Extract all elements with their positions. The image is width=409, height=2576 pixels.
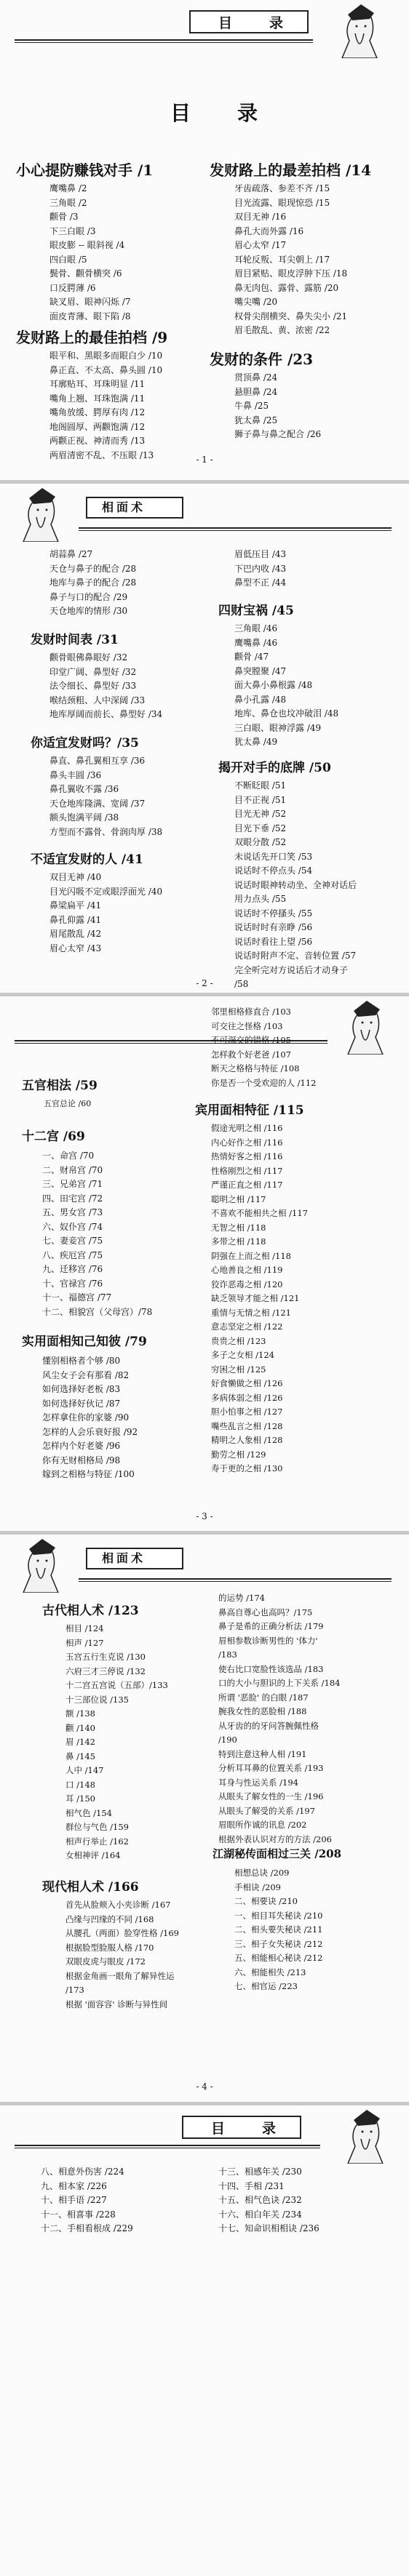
section-title[interactable]: 发财路上的最差拍档 /14 <box>210 161 372 179</box>
toc-item[interactable]: 鹰嘴鼻 /2 <box>49 183 87 193</box>
toc-item[interactable]: 相声行举止 /162 <box>65 1836 129 1847</box>
toc-item[interactable]: 眉 /142 <box>65 1737 95 1747</box>
page-number: - 4 - <box>196 2081 213 2092</box>
toc-item[interactable]: 如何选择好伙记 /87 <box>42 1398 121 1409</box>
toc-list <box>49 754 162 839</box>
header-title: 目 录 <box>211 2121 288 2137</box>
toc-item[interactable]: 鼻子与口的配合 /29 <box>49 591 128 602</box>
toc-item[interactable]: 分析耳耳鼻的位置关系 /193 <box>218 1763 324 1773</box>
toc-item[interactable]: 八、疾厄宫 /75 <box>42 1249 103 1260</box>
toc-item[interactable]: 目光闪吸不定或眼浮面光 /40 <box>49 886 163 897</box>
toc-item[interactable]: 三、相子女失秘诀 /212 <box>234 1938 323 1949</box>
toc-item[interactable]: 四白眼 /5 <box>49 254 87 265</box>
toc-item[interactable]: 说话时眼神转动坐、全神对话后 <box>234 879 357 890</box>
toc-item[interactable]: 好食懒做之相 /126 <box>211 1378 283 1388</box>
page-header <box>0 996 409 1050</box>
toc-item[interactable]: 用力点头 /55 <box>234 894 287 904</box>
toc-item[interactable]: 眉毛散乱、黄、浓密 /22 <box>234 325 330 335</box>
section-title[interactable]: 不适宜发财的人 /41 <box>31 852 143 867</box>
toc-item[interactable]: 寿于更的之相 /130 <box>211 1463 283 1473</box>
toc-item[interactable]: 两眉清密不乱、不压眼 /13 <box>49 449 154 460</box>
header-rule-thin <box>79 530 392 531</box>
toc-item[interactable]: 鼻孔大而外露 /16 <box>234 225 304 236</box>
toc-item[interactable]: 鼻无肉包、露骨、露筋 /20 <box>234 282 339 293</box>
toc-item[interactable]: 勤劳之相 /129 <box>211 1449 266 1460</box>
toc-item[interactable]: 根据金角画一眼角了解异性运 <box>65 1970 175 1981</box>
toc-item[interactable]: 口 /148 <box>65 1779 95 1790</box>
page-number: - 2 - <box>196 978 213 988</box>
toc-item[interactable]: 说话时附声不定、音转位置 /57 <box>234 951 357 961</box>
toc-item[interactable]: 额头饱满平阔 /38 <box>49 812 119 823</box>
toc-item[interactable]: 牛鼻 /25 <box>234 401 269 411</box>
toc-item[interactable]: 多带之相 /118 <box>211 1236 266 1247</box>
toc-item[interactable]: 眉眼所作诚的讯息 /202 <box>218 1820 307 1830</box>
page-header <box>0 1535 409 1588</box>
toc-item[interactable]: 从牙齿的的牙问答腕佩性格 <box>218 1720 319 1731</box>
toc-list <box>49 182 131 324</box>
toc-item[interactable]: 说话时看往上望 /56 <box>234 936 313 947</box>
toc-item[interactable]: 三白眼、眼神浮露 /49 <box>234 722 322 733</box>
toc-item[interactable]: 地阁圆厚、两颧饱满 /12 <box>49 421 146 432</box>
toc-item[interactable]: 怎样内个好老婆 /96 <box>42 1441 121 1451</box>
toc-item[interactable]: 悬胆鼻 /24 <box>234 386 278 397</box>
toc-list <box>65 1898 179 2012</box>
toc-item[interactable]: 双眼分散 /52 <box>234 837 287 847</box>
toc-title: 目 录 <box>170 101 271 125</box>
toc-item[interactable]: 鼻高自尊心也高吗？/175 <box>218 1607 313 1617</box>
toc-list <box>218 1591 340 1847</box>
toc-item[interactable]: 鼻突膛聚 /47 <box>234 665 287 676</box>
toc-item[interactable]: 完全听完对方说话后才动身子 <box>234 964 349 975</box>
toc-item[interactable]: 说话时不停点头 /54 <box>234 865 313 876</box>
toc-item[interactable]: 口反腭薄 /6 <box>49 282 96 293</box>
toc-item[interactable]: 目不正视 /51 <box>234 794 287 805</box>
toc-item[interactable]: 双目无神 /40 <box>49 872 102 882</box>
toc-list <box>218 2165 319 2236</box>
page-header <box>0 484 409 537</box>
toc-item[interactable]: 十三、相感年关 /230 <box>218 2167 302 2177</box>
toc-item[interactable]: 九、相本家 /226 <box>41 2180 107 2191</box>
toc-item[interactable]: 下巴内收 /43 <box>234 563 287 574</box>
toc-item[interactable] <box>65 1863 168 1878</box>
toc-item[interactable]: 多病体弱之相 /126 <box>211 1392 283 1403</box>
toc-item[interactable]: 眉尾散乱 /42 <box>49 929 102 939</box>
page-number: - 3 - <box>196 1511 213 1521</box>
toc-item[interactable]: 耳身与性运关系 /194 <box>218 1777 298 1788</box>
toc-item[interactable]: 十二、手相看根成 /229 <box>41 2223 133 2233</box>
toc-item[interactable]: 天仓与鼻子的配合 /28 <box>49 563 137 574</box>
section-title[interactable]: 宾用面相特征 /115 <box>195 1103 304 1118</box>
toc-item[interactable]: 眉目紧贴、眼皮浮肿下压 /18 <box>234 268 348 279</box>
toc-list <box>234 182 347 338</box>
toc-list <box>41 2165 133 2236</box>
toc-item[interactable]: 眉低压目 /43 <box>234 549 287 559</box>
toc-item[interactable]: 的运势 /174 <box>218 1593 265 1603</box>
toc-item[interactable]: 双眼皮虎与眼皮 /172 <box>65 1956 146 1967</box>
toc-item[interactable]: 假途光明之相 /116 <box>211 1123 283 1133</box>
toc-item[interactable]: 天仓地库的情形 /30 <box>49 606 128 616</box>
toc-item[interactable]: 说话时不停搔头 /55 <box>234 908 313 919</box>
toc-item[interactable]: 从腰孔（两面）脸穿性格 /169 <box>65 1928 179 1938</box>
page-number: - 1 - <box>196 455 213 465</box>
toc-item[interactable]: 地库厚阔而前长、鼻型好 /34 <box>49 709 163 719</box>
toc-item[interactable]: 你有无财相格局 /98 <box>42 1455 121 1465</box>
toc-list <box>44 1097 91 1111</box>
toc-list <box>234 371 321 442</box>
toc-item[interactable]: 鹰嘴鼻 /46 <box>234 637 278 648</box>
toc-item[interactable]: 所谓 '恶脸' 的白眼 /187 <box>218 1692 309 1703</box>
toc-item[interactable]: 眉相参数诊断男性的 '体力' <box>218 1635 318 1646</box>
toc-item[interactable]: 鼻梁扁平 /41 <box>49 900 102 911</box>
toc-item[interactable]: 从眼头了解受的关系 /197 <box>218 1805 315 1816</box>
toc-item[interactable]: 女相神评 /164 <box>65 1850 121 1860</box>
toc-item[interactable]: 鼻孔仰露 /41 <box>49 914 102 925</box>
toc-item[interactable]: 七、妻妾宫 /75 <box>42 1236 103 1246</box>
toc-item[interactable]: 三、兄弟宫 /71 <box>42 1179 103 1189</box>
toc-item[interactable]: 怎样救个好老爸 /107 <box>211 1049 291 1060</box>
toc-item[interactable]: 鼻子是希的正确分析法 /179 <box>218 1621 324 1631</box>
toc-item[interactable]: 阴强在上而之相 /118 <box>211 1250 291 1261</box>
toc-list <box>234 548 286 591</box>
toc-item[interactable]: 狡诈恶毒之相 /120 <box>211 1279 283 1289</box>
page-4 <box>0 1535 409 2102</box>
toc-item[interactable]: 一、命宫 /70 <box>42 1151 95 1161</box>
toc-item[interactable]: 十七、知命识相相诀 /236 <box>218 2223 319 2233</box>
toc-item[interactable]: 十一、福德宫 /77 <box>42 1292 112 1303</box>
toc-item[interactable]: 地库与鼻子的配合 /28 <box>49 577 137 588</box>
toc-item[interactable]: 心地善良之相 /119 <box>211 1265 283 1275</box>
toc-item[interactable]: 目光流露、眼现惊恐 /15 <box>234 197 330 208</box>
toc-item[interactable]: 十六、相白年关 /234 <box>218 2209 302 2220</box>
toc-item[interactable]: 嫁到之相格与特征 /100 <box>42 1469 135 1479</box>
toc-item[interactable]: 鬓骨、颧骨横突 /6 <box>49 268 122 279</box>
toc-item[interactable]: 三角眼 /2 <box>49 197 87 208</box>
toc-list <box>49 349 162 463</box>
toc-item[interactable]: 眉心太窄 /17 <box>234 240 287 250</box>
toc-item[interactable]: 说话时时有亲睁 /56 <box>234 922 313 932</box>
toc-item[interactable]: 目光下垂 /52 <box>234 823 287 833</box>
toc-item[interactable]: 根据外表认识对方的方法 /206 <box>218 1833 332 1844</box>
toc-item[interactable]: 下三白眼 /3 <box>49 225 96 236</box>
toc-item[interactable]: 精明之人象相 /128 <box>211 1435 283 1445</box>
toc-item[interactable]: 内心好作之相 /116 <box>211 1137 283 1148</box>
toc-item[interactable]: 七、相官运 /223 <box>234 1981 298 1991</box>
page-3 <box>0 996 409 1531</box>
toc-item[interactable]: 相声 /127 <box>65 1637 104 1648</box>
toc-item[interactable]: 十二宫五宫说（五部）/133 <box>65 1680 168 1690</box>
toc-list <box>234 622 338 750</box>
toc-item[interactable]: 权骨尖削横突、鼻失尖小 /21 <box>234 311 348 321</box>
toc-item[interactable]: 地库、鼻仓也坟冲破泪 /48 <box>234 708 339 719</box>
section-title[interactable]: 四财宝祸 /45 <box>218 604 294 618</box>
header-rule-thin <box>15 42 313 43</box>
toc-item[interactable]: 眉心太窄 /43 <box>49 943 102 953</box>
toc-item[interactable]: 穷困之相 /125 <box>211 1364 266 1375</box>
toc-item[interactable]: 根据 '面容容' 诊断与异性间 <box>65 1999 168 2009</box>
section-title[interactable]: 小心提防赚钱对手 /1 <box>16 161 154 179</box>
toc-item[interactable]: 九、迁移宫 /76 <box>42 1264 103 1274</box>
toc-item[interactable]: 印堂广阔、鼻型好 /32 <box>49 666 137 677</box>
toc-item[interactable]: 风尘女子会有那看 /82 <box>42 1369 130 1380</box>
toc-item[interactable]: 使右比口宽脸性该选品 /183 <box>218 1663 324 1674</box>
toc-item[interactable]: 意志坚定之相 /122 <box>211 1321 283 1332</box>
toc-item[interactable]: 天仓地库隆满、宽阔 /37 <box>49 798 146 809</box>
toc-item[interactable]: 十一、相喜事 /228 <box>41 2209 116 2220</box>
section-title[interactable]: 发财时间表 /31 <box>31 633 119 647</box>
toc-item[interactable]: 未说话先开口笑 /53 <box>234 851 313 862</box>
toc-list <box>49 651 162 722</box>
toc-item[interactable]: 牙齿疏落、参差不齐 /15 <box>234 183 330 193</box>
sage-portrait-icon <box>333 996 397 1055</box>
section-title[interactable]: 现代相人术 /166 <box>42 1880 139 1895</box>
toc-list <box>65 1622 168 1877</box>
toc-item[interactable]: /173 <box>65 1985 84 1995</box>
toc-item[interactable]: 首先从脸颊入小夹诊断 /167 <box>65 1900 171 1910</box>
toc-item[interactable]: 群位与气色 /159 <box>65 1822 129 1832</box>
toc-item[interactable]: 一、相目耳失秘诀 /210 <box>234 1910 323 1921</box>
toc-item[interactable]: 胡蒜鼻 /27 <box>49 549 93 559</box>
header-rule <box>79 1578 392 1580</box>
toc-item[interactable]: 目光无神 /52 <box>234 809 287 819</box>
toc-item[interactable]: 六、相能相失 /213 <box>234 1967 306 1977</box>
toc-item[interactable]: 鼻型不正 /44 <box>234 577 287 588</box>
toc-item[interactable]: 耳轮反叛、耳尖朝上 /17 <box>234 254 330 265</box>
sage-portrait-icon <box>9 1535 73 1593</box>
toc-item[interactable]: 颧骨 /3 <box>49 212 79 222</box>
section-title[interactable]: 江湖秘传面相过三关 /208 <box>213 1847 342 1860</box>
toc-item[interactable]: 耳 /150 <box>65 1793 95 1804</box>
toc-item[interactable]: 眼皮膨 -- 眼斜视 /4 <box>49 240 125 250</box>
toc-item[interactable]: 断天之格格与特征 /108 <box>211 1063 300 1073</box>
toc-item[interactable]: 相想总诀 /209 <box>234 1868 290 1878</box>
toc-item[interactable]: 面大鼻小鼻根露 /48 <box>234 680 313 690</box>
toc-item[interactable]: 凸缘与凹缘的不同 /168 <box>65 1913 154 1924</box>
toc-item[interactable]: 重情与无情之相 /121 <box>211 1307 291 1318</box>
toc-item[interactable]: 聪明之相 /117 <box>211 1193 266 1204</box>
sage-portrait-icon <box>327 0 392 58</box>
toc-item[interactable]: 鼻孔翼收不露 /36 <box>49 784 119 794</box>
section-title[interactable]: 发财的条件 /23 <box>210 351 314 368</box>
toc-item[interactable]: 眼平和、黑眼多而眼白少 /10 <box>49 351 163 361</box>
toc-item[interactable]: 懂别相格者个够 /80 <box>42 1356 121 1366</box>
toc-item[interactable]: 嘴角放缓、腭厚有肉 /12 <box>49 407 146 417</box>
toc-list <box>49 548 136 619</box>
sage-portrait-icon <box>9 484 73 542</box>
toc-item[interactable]: 犹太鼻 /49 <box>234 737 278 747</box>
toc-item[interactable]: 性格刚烈之相 /117 <box>211 1165 283 1176</box>
toc-item[interactable]: 双目无神 /16 <box>234 212 287 222</box>
toc-list <box>49 871 162 956</box>
toc-item[interactable]: 从眼头了解女性的一生 /196 <box>218 1791 324 1801</box>
toc-item[interactable]: 颧骨眼佛鼻眼好 /32 <box>49 652 128 663</box>
toc-item[interactable]: 八、相意外伤害 /224 <box>41 2167 124 2177</box>
section-title[interactable]: 揭开对手的底牌 /50 <box>218 761 331 775</box>
toc-item[interactable]: 贵贵之相 /123 <box>211 1335 266 1346</box>
toc-item[interactable]: 鼻直、鼻孔翼相互享 /36 <box>49 756 146 766</box>
toc-item[interactable]: 缺叉眉、眼神闪烁 /7 <box>49 297 131 307</box>
toc-item[interactable]: 嘴些乱言之相 /128 <box>211 1420 283 1431</box>
toc-item[interactable]: 特到注意这种人相 /191 <box>218 1748 307 1759</box>
section-title[interactable]: 古代相人术 /123 <box>42 1604 139 1618</box>
sage-portrait-icon <box>333 2105 397 2164</box>
toc-item[interactable]: 狮子鼻与鼻之配合 /26 <box>234 429 322 439</box>
toc-item[interactable]: 人中 /147 <box>65 1765 104 1775</box>
toc-item[interactable]: 相目 /124 <box>65 1623 104 1633</box>
toc-item[interactable]: 六、奴仆宫 /74 <box>42 1221 103 1232</box>
toc-item[interactable]: 如何选择好老板 /83 <box>42 1384 121 1394</box>
toc-item[interactable]: 嘴角上翘、耳珠饱满 /11 <box>49 393 146 404</box>
toc-item[interactable]: 犹太鼻 /25 <box>234 415 278 425</box>
toc-item[interactable]: 鼻小孔露 /48 <box>234 694 287 705</box>
toc-item[interactable]: 十三部位说 /135 <box>65 1694 129 1705</box>
header-title: 相面术 <box>102 500 146 514</box>
toc-item[interactable]: /190 <box>218 1735 237 1745</box>
toc-item[interactable]: 无智之相 /118 <box>211 1222 266 1233</box>
toc-item[interactable]: 鼻 /145 <box>65 1751 95 1761</box>
toc-item[interactable]: 五、男女宫 /73 <box>42 1207 103 1217</box>
toc-item[interactable]: 颧 /140 <box>65 1722 95 1733</box>
toc-item[interactable]: 口的大小与胆识的上下关系 /184 <box>218 1678 341 1688</box>
toc-list <box>42 1354 138 1482</box>
page-2 <box>0 484 409 993</box>
toc-item[interactable]: 二、财帛宫 /70 <box>42 1164 103 1175</box>
toc-item[interactable]: 邻里相格修直合 /103 <box>211 1007 291 1017</box>
toc-item[interactable]: 腕我女性的恶脸相 /188 <box>218 1706 307 1716</box>
page-1 <box>0 0 409 480</box>
toc-list <box>234 779 357 992</box>
toc-item[interactable]: 缺乏领导才能之相 /121 <box>211 1293 300 1303</box>
header-rule-thin <box>79 1581 392 1582</box>
toc-item[interactable]: 手相诀 /209 <box>234 1881 281 1892</box>
toc-item[interactable]: 多子之女相 /124 <box>211 1350 274 1360</box>
toc-item[interactable]: 六府三才三停说 /132 <box>65 1665 146 1676</box>
header-rule <box>15 2145 320 2146</box>
toc-item[interactable]: 两颧正视、神清而秀 /13 <box>49 436 146 446</box>
toc-item[interactable]: 不可深交的错格 /105 <box>211 1035 291 1045</box>
toc-item[interactable]: 五官总论 /60 <box>44 1099 92 1108</box>
toc-item[interactable]: 玉宫五行生克说 /130 <box>65 1652 146 1662</box>
toc-item[interactable]: 喉结颈粗、人中深阔 /33 <box>49 695 146 705</box>
toc-item[interactable]: 十、官禄宫 /76 <box>42 1278 103 1289</box>
toc-item[interactable]: 五、相能相心秘诀 /212 <box>234 1953 323 1963</box>
toc-item[interactable]: 相气色 /154 <box>65 1807 112 1818</box>
page-5 <box>0 2105 409 2576</box>
toc-item[interactable]: /183 <box>218 1649 237 1660</box>
section-title[interactable]: 你适宜发财吗？/35 <box>31 736 139 751</box>
toc-item[interactable]: 面皮青薄、眼下陷 /8 <box>49 311 131 321</box>
toc-item[interactable]: 不断眨眼 /51 <box>234 780 287 791</box>
toc-list <box>211 1005 316 1090</box>
toc-item[interactable]: 额 /138 <box>65 1708 95 1719</box>
section-title[interactable]: 五官相法 /59 <box>22 1079 98 1093</box>
toc-item[interactable]: 鼻头丰圆 /36 <box>49 769 102 780</box>
toc-item[interactable]: 耳廓贴耳、耳珠明显 /11 <box>49 379 146 389</box>
toc-item[interactable]: 十二、相貌宫（父母宫）/78 <box>42 1306 153 1317</box>
section-title[interactable]: 十二宫 /69 <box>22 1129 85 1144</box>
toc-item[interactable]: 二、相要诀 /210 <box>234 1896 298 1906</box>
toc-item[interactable]: 十五、相气色诀 /232 <box>218 2195 302 2205</box>
toc-item[interactable]: 方型而不露骨、骨润肉厚 /38 <box>49 826 163 837</box>
section-title[interactable]: 发财路上的最佳拍档 /9 <box>16 329 168 346</box>
toc-item[interactable]: 怎样的人会乐衰好报 /92 <box>42 1426 138 1437</box>
toc-list <box>42 1149 152 1319</box>
toc-item[interactable]: 贯顶鼻 /24 <box>234 372 278 383</box>
toc-item[interactable]: 三角眼 /46 <box>234 623 278 633</box>
toc-item[interactable]: 胆小怕事之相 /127 <box>211 1407 283 1417</box>
section-title[interactable]: 实用面相知己知彼 /79 <box>22 1335 147 1349</box>
toc-item[interactable]: 嘴尖嘴 /20 <box>234 297 278 307</box>
toc-item[interactable]: 法令细长、鼻型好 /33 <box>49 681 137 691</box>
toc-list <box>234 1866 322 1994</box>
page-header <box>0 0 409 54</box>
toc-list <box>211 1121 308 1476</box>
toc-item[interactable]: 二、相头要失秘诀 /211 <box>234 1924 323 1935</box>
toc-item[interactable]: 你是否一个受欢迎的人 /112 <box>211 1077 317 1088</box>
header-rule <box>79 527 392 529</box>
toc-item[interactable]: 四、田宅宫 /72 <box>42 1193 103 1204</box>
toc-item[interactable]: 鼻正直、不太高、鼻头圆 /10 <box>49 364 163 375</box>
toc-item[interactable]: 十、相手语 /227 <box>41 2195 107 2205</box>
toc-item[interactable]: 严谨正直之相 /117 <box>211 1180 283 1190</box>
toc-item[interactable]: 可交往之怪格 /103 <box>211 1020 283 1031</box>
toc-item[interactable]: 热情好客之相 /116 <box>211 1151 283 1161</box>
page-header <box>0 2105 409 2159</box>
toc-item[interactable]: 十四、手相 /231 <box>218 2180 285 2191</box>
toc-item[interactable]: 怎样拿住你的家婆 /90 <box>42 1412 130 1423</box>
toc-item[interactable]: 不喜欢不能相共之相 /117 <box>211 1208 308 1218</box>
toc-item[interactable]: 颧骨 /47 <box>234 652 269 662</box>
header-title: 相面术 <box>102 1551 146 1565</box>
toc-item[interactable]: /58 <box>234 979 249 989</box>
header-rule <box>15 39 313 41</box>
toc-item[interactable]: 根据脸型脸服人格 /170 <box>65 1942 154 1953</box>
header-title: 目 录 <box>218 15 295 31</box>
